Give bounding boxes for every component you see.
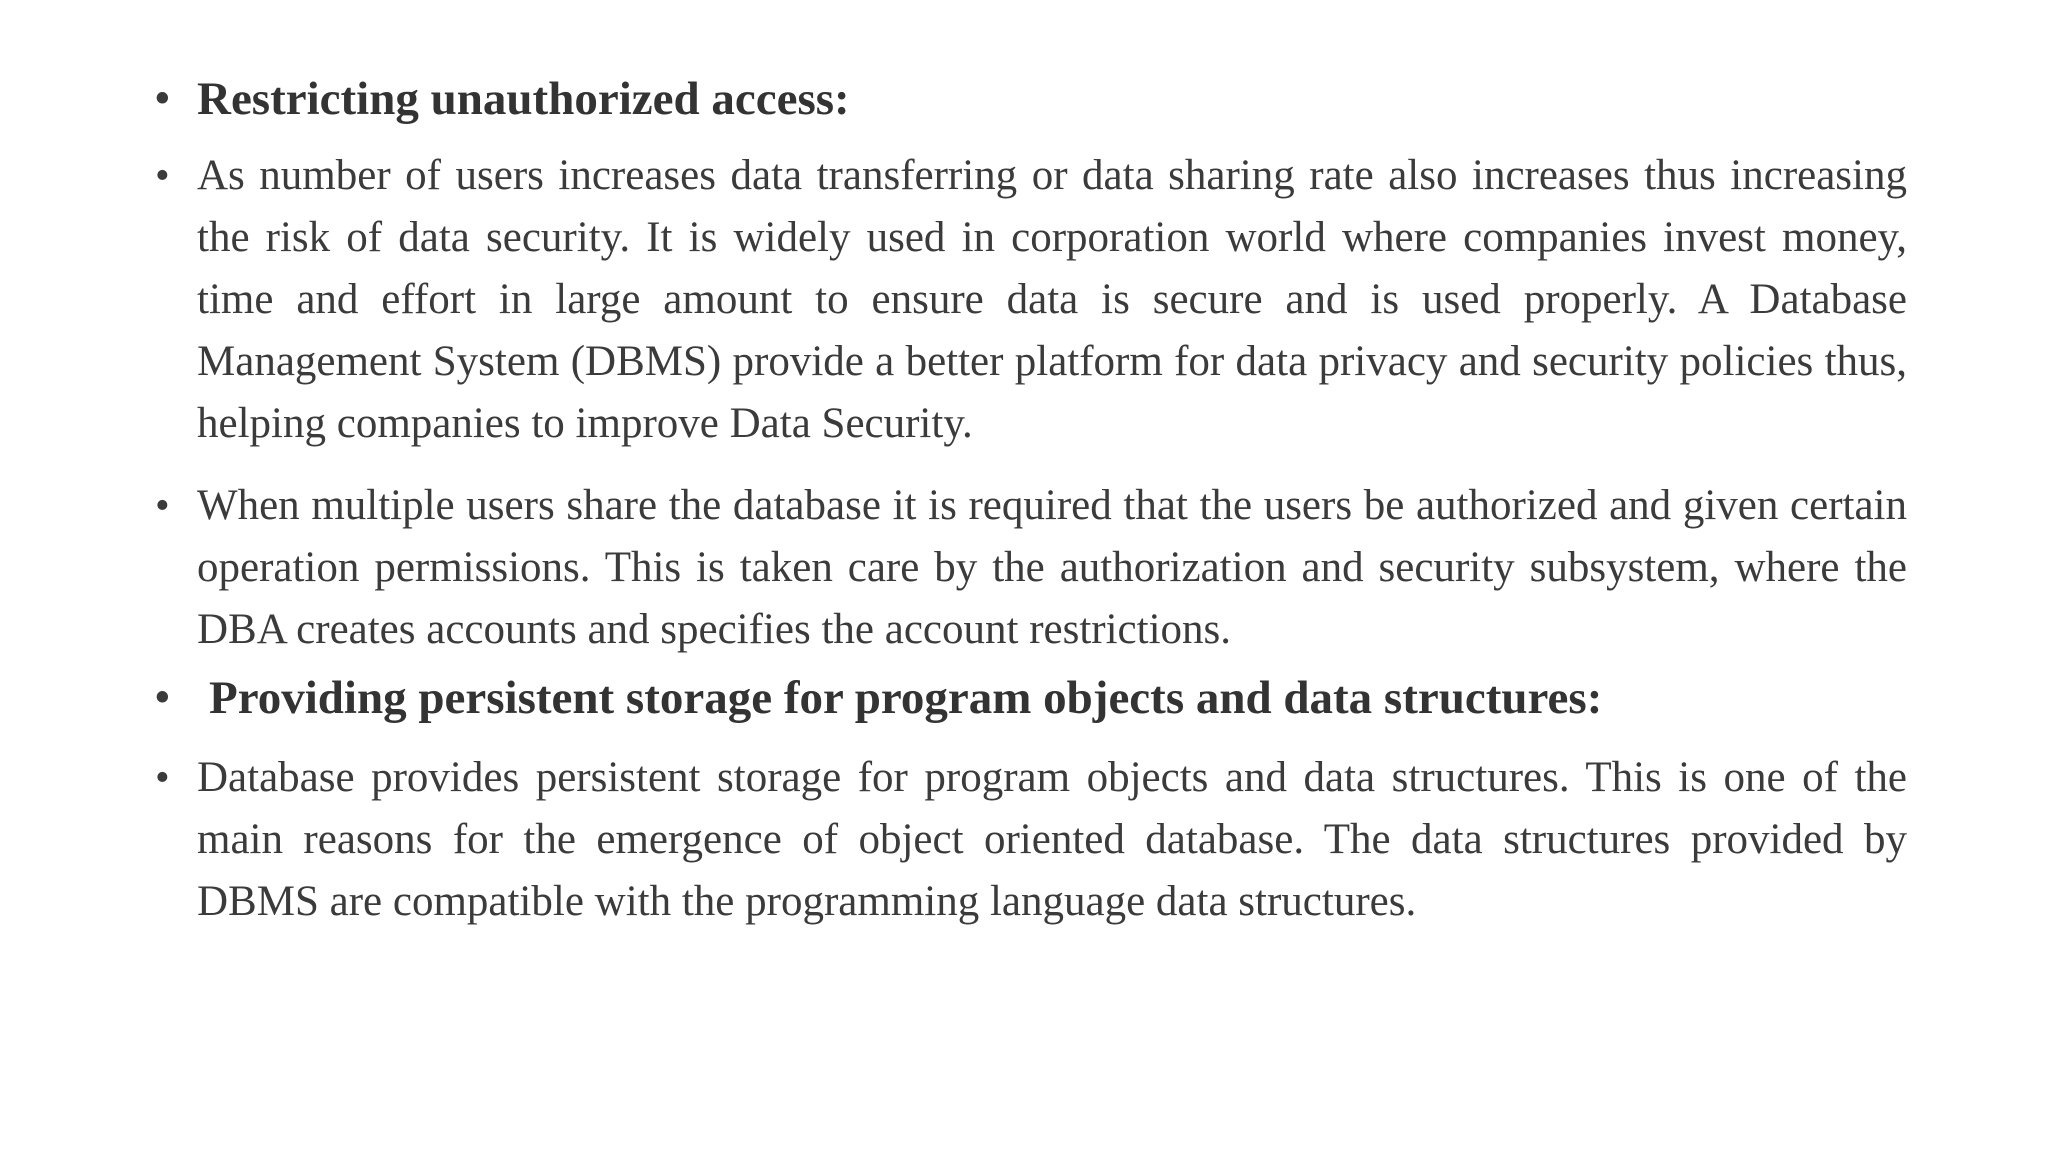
paragraph-text: Database provides persistent storage for program objects and data structures. This is one of the main reasons for the emergence of object oriented database. The data structures provided by DBMS are compatible with the programming language data structures. [197,754,1907,925]
bullet-data-security [150,145,1907,455]
bullet-persistent-storage [150,747,1907,933]
bullet-authorization [150,475,1907,661]
bullet-list [150,68,1907,933]
bullet-heading-restricting-access [150,68,1907,130]
heading-text: Restricting unauthorized access: [197,73,850,125]
bullet-icon: • [155,76,170,122]
bullet-icon: • [155,755,170,801]
heading-text: Providing persistent storage for program objects and data structures: [209,672,1603,724]
paragraph-text: When multiple users share the database it is required that the users be authorized and given certain operation permissions. This is taken care by the authorization and security subsystem, where the DBA creates accounts and specifies the account restrictions. [197,482,1907,653]
paragraph-text: As number of users increases data transferring or data sharing rate also increases thus increasing the risk of data security. It is widely used in corporation world where companies invest money, time and effort in large amount to ensure data is secure and is used properly. A Database Management System (DBMS) provide a better platform for data privacy and security policies thus, helping companies to improve Data Security. [197,152,1907,447]
bullet-icon: • [155,153,170,199]
bullet-icon: • [155,483,170,529]
bullet-icon: • [155,675,170,721]
bullet-heading-persistent-storage [150,667,1907,729]
